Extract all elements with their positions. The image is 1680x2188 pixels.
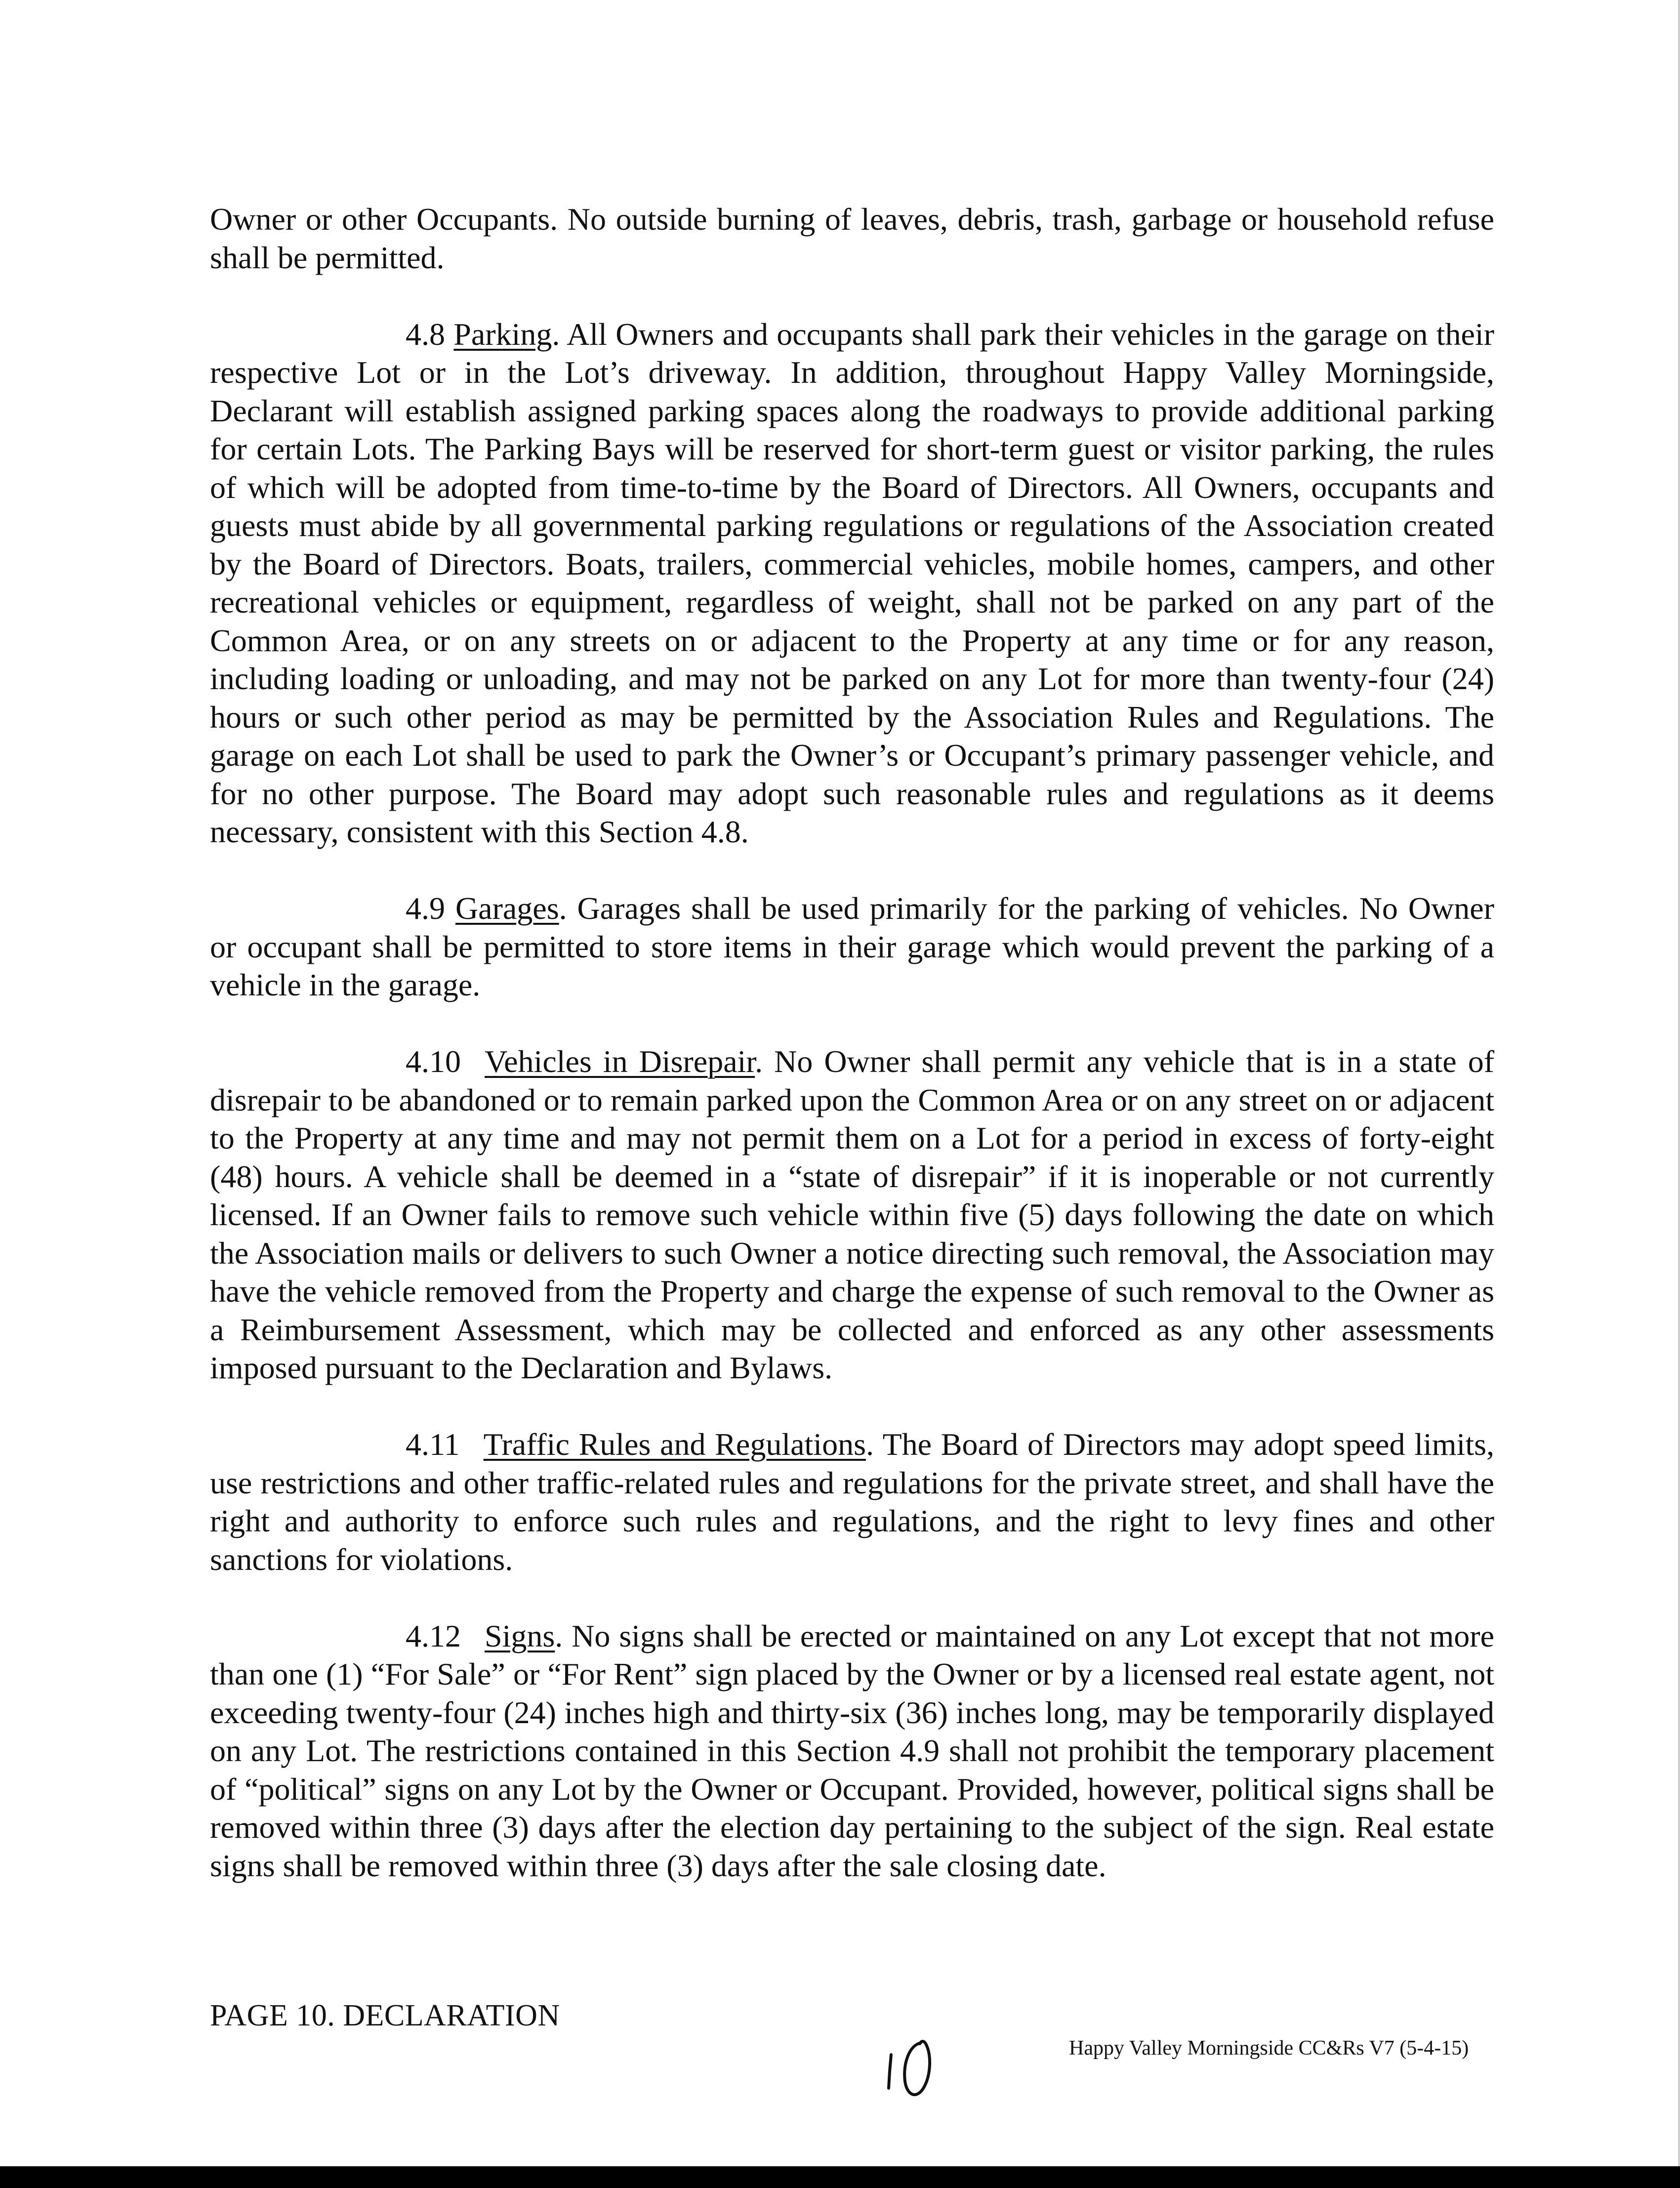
section-4-12-title: Signs — [485, 1618, 555, 1653]
section-4-11-body: . The Board of Directors may adopt speed limits, use restrictions and other traffic-related rules and regulations for the private street, and shall have the right and authority to enforce such rules and regulations, and the right to levy fines and other sanctions for violations. — [210, 1427, 1495, 1577]
handwritten-page-number — [880, 2033, 940, 2107]
scan-bottom-border — [0, 2166, 1680, 2188]
section-4-9-title: Garages — [455, 891, 559, 926]
footer-page-label: PAGE 10. DECLARATION — [210, 1999, 560, 2032]
section-4-11-title: Traffic Rules and Regulations — [483, 1427, 866, 1462]
section-4-12-body: . No signs shall be erected or maintained on any Lot except that not more than one (1) “For Sale” or “For Rent” sign placed by the Owner or by a licensed real estate agent, not exceeding twenty-four (24) inches high and thirty-six (36) inches long, may be temporarily displayed on any Lot. The restrictions contained in this Section 4.9 shall not prohibit the temporary placement of “political” signs on any Lot by the Owner or Occupant. Provided, however, political signs shall be removed within three (3) days after the election day pertaining to the subject of the sign. Real estate signs shall be removed within three (3) days after the sale closing date. — [210, 1618, 1494, 1883]
section-4-9-body: . Garages shall be used primarily for the parking of vehicles. No Owner or occupant shall be permitted to store items in their garage which would prevent the parking of a vehicle in the garage. — [210, 891, 1495, 1002]
section-4-8-title: Parking — [453, 316, 552, 352]
section-4-8-paragraph — [210, 315, 1494, 851]
section-4-9-number: 4.9 — [406, 891, 445, 926]
section-4-8-body: . All Owners and occupants shall park their vehicles in the garage on their respective Lot or in the Lot’s driveway. In addition, throughout Happy Valley Morningside, Declarant will establish assigned parking spaces along the roadways to provide additional parking for certain Lots. The Parking Bays will be reserved for short-term guest or visitor parking, the rules of which will be adopted from time-to-time by the Board of Directors. All Owners, occupants and guests must abide by all governmental parking regulations or regulations of the Association created by the Board of Directors. Boats, trailers, commercial vehicles, mobile homes, campers, and other recreational vehicles or equipment, regardless of weight, shall not be parked on any part of the Common Area, or on any streets on or adjacent to the Property at any time or for any reason, including loading or unloading, and may not be parked on any Lot for more than twenty-four (24) hours or such other period as may be permitted by the Association Rules and Regulations. The garage on each Lot shall be used to park the Owner’s or Occupant’s primary passenger vehicle, and for no other purpose. The Board may adopt such reasonable rules and regulations as it deems necessary, consistent with this Section 4.8. — [210, 316, 1494, 849]
continuation-text: Owner or other Occupants. No outside burning of leaves, debris, trash, garbage or household refuse shall be permitted. — [210, 202, 1494, 275]
section-4-10-number: 4.10 — [406, 1044, 461, 1079]
section-4-11-number: 4.11 — [406, 1427, 460, 1462]
section-4-10-paragraph — [210, 1042, 1494, 1387]
scan-right-edge — [1678, 0, 1680, 2188]
continuation-paragraph — [210, 200, 1494, 277]
section-4-10-body: . No Owner shall permit any vehicle that is in a state of disrepair to be abandoned or to remain parked upon the Common Area or on any street on or adjacent to the Property at any time and may not permit them on a Lot for a period in excess of forty-eight (48) hours. A vehicle shall be deemed in a “state of disrepair” if it is inoperable or not currently licensed. If an Owner fails to remove such vehicle within five (5) days following the date on which the Association mails or delivers to such Owner a notice directing such removal, the Association may have the vehicle removed from the Property and charge the expense of such removal to the Owner as a Reimbursement Assessment, which may be collected and enforced as any other assessments imposed pursuant to the Declaration and Bylaws. — [210, 1044, 1495, 1385]
section-4-12-paragraph — [210, 1617, 1494, 1885]
section-4-8-number: 4.8 — [406, 316, 445, 352]
section-4-9-paragraph — [210, 889, 1494, 1004]
footer-document-reference: Happy Valley Morningside CC&Rs V7 (5-4-15) — [1069, 2037, 1469, 2060]
section-4-10-title: Vehicles in Disrepair — [485, 1044, 755, 1079]
document-body — [210, 200, 1494, 1885]
section-4-12-number: 4.12 — [406, 1618, 461, 1653]
section-4-11-paragraph — [210, 1425, 1494, 1578]
